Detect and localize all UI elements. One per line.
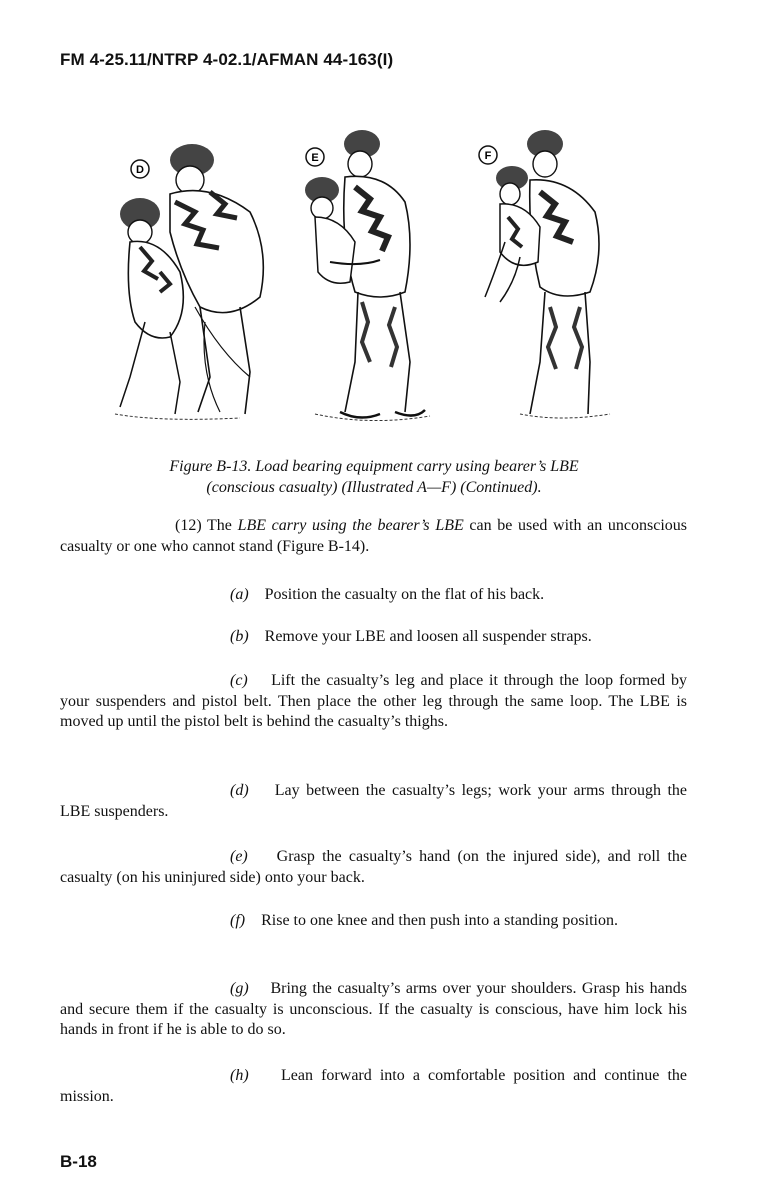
step-f: [60, 911, 687, 932]
paragraph-12-number: (12) The: [175, 517, 238, 534]
step-d-label: (d): [230, 782, 249, 799]
panel-d-illustration: [115, 144, 263, 419]
step-d: [60, 781, 687, 822]
paragraph-12-text: can be used with an unconscious casualty or one who cannot stand (Figure B-14).: [60, 517, 687, 555]
panel-e-illustration: [305, 130, 430, 421]
step-a: [60, 585, 687, 606]
step-e-text: Grasp the casualty’s hand (on the injured side), and roll the casualty (on his uninjured side) onto your back.: [60, 848, 687, 886]
step-b-text: Remove your LBE and loosen all suspender straps.: [264, 628, 592, 645]
panel-e-label: E: [311, 152, 319, 164]
step-e: [60, 847, 687, 888]
step-e-label: (e): [230, 848, 248, 865]
step-d-text: Lay between the casualty’s legs; work your arms through the LBE suspenders.: [60, 782, 688, 820]
step-b-label: (b): [230, 628, 249, 645]
step-a-text: Position the casualty on the flat of his back.: [264, 586, 545, 603]
paragraph-12: [60, 516, 687, 557]
step-c-label: (c): [230, 672, 248, 689]
caption-line-2: (conscious casualty) (Illustrated A—F) (Continued).: [206, 479, 542, 496]
panel-f-label: F: [484, 150, 492, 162]
step-f-text: Rise to one knee and then push into a standing position.: [261, 912, 618, 929]
step-h-label: (h): [230, 1067, 249, 1084]
document-header: FM 4-25.11/NTRP 4-02.1/AFMAN 44-163(I): [60, 50, 394, 69]
step-c-text: Lift the casualty’s leg and place it through the loop formed by your suspenders and pistol belt. Then place the other leg through the same loop. The LBE is moved up until the pistol belt is behind the casualty’s thighs.: [60, 672, 688, 730]
step-h-text: Lean forward into a comfortable position and continue the mission.: [60, 1067, 687, 1105]
paragraph-12-italic: LBE carry using the bearer’s LBE: [237, 517, 464, 534]
step-g-label: (g): [230, 980, 249, 997]
step-a-label: (a): [230, 586, 249, 603]
step-g-text: Bring the casualty’s arms over your shoulders. Grasp his hands and secure them if the casualty is unconscious. If the casualty is conscious, have him lock his hands in front if he is able to do so.: [60, 980, 688, 1038]
step-c: [60, 671, 687, 733]
panel-f-illustration: [479, 130, 610, 418]
step-g: [60, 979, 687, 1041]
step-b: [60, 627, 687, 648]
panel-d-label: D: [136, 164, 144, 176]
page-number: B-18: [60, 1152, 97, 1171]
step-f-label: (f): [230, 912, 246, 929]
figure-illustration: [100, 122, 660, 440]
caption-line-1: Figure B-13. Load bearing equipment carry using bearer’s LBE: [169, 458, 579, 475]
step-h: [60, 1066, 687, 1107]
figure-caption: [60, 456, 688, 498]
